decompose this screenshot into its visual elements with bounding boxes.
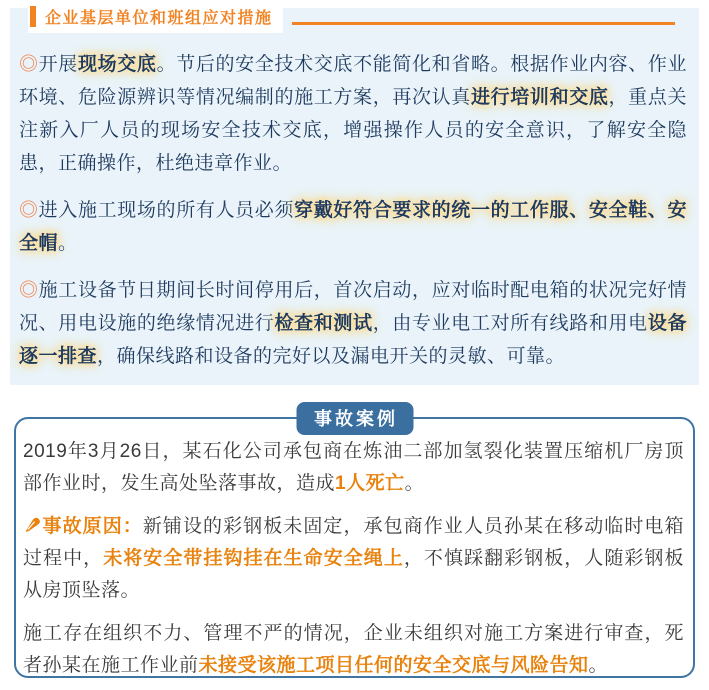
text-segment: 穿戴好符合要求的统一的工作服、安全鞋、安全帽 bbox=[19, 200, 687, 254]
measure-paragraph bbox=[19, 194, 687, 260]
case-reason-label: 事故原因： bbox=[42, 516, 143, 537]
case-paragraph bbox=[23, 436, 684, 500]
text-segment: 。 bbox=[588, 655, 609, 676]
case-paragraph bbox=[23, 618, 684, 682]
text-segment: 。节后的安全技术交底不能简化和省略。根据作业内容、作业环境、危险源辨识等情况编制的施工方案，再次认真 bbox=[19, 54, 687, 108]
pen-icon bbox=[23, 516, 41, 534]
text-segment: ，确保线路和设备的完好以及漏电开关的灵敏、可靠。 bbox=[97, 346, 566, 367]
measures-section bbox=[10, 8, 699, 385]
measure-paragraph bbox=[19, 48, 687, 180]
text-segment: 未接受该施工项目任何的安全交底与风险告知 bbox=[198, 655, 589, 676]
text-segment: 施工设备节日期间长时间停用后，首次启动，应对临时配电箱的状况完好情况、用电设施的绝缘情况进行 bbox=[19, 280, 687, 334]
bullet-icon: ◎ bbox=[19, 54, 39, 75]
text-segment: 进入施工现场的所有人员必须 bbox=[38, 200, 295, 221]
measure-text bbox=[19, 200, 687, 254]
measure-text bbox=[19, 280, 687, 367]
section-title: 企业基层单位和班组应对措施 bbox=[45, 10, 273, 27]
case-text bbox=[23, 623, 684, 676]
text-segment: 。 bbox=[404, 473, 425, 494]
text-segment: ，重点关注新入厂人员的现场安全技术交底，增强操作人员的安全意识，了解安全隐患，正确操作，杜绝违章作业。 bbox=[19, 87, 687, 174]
title-accent-bar bbox=[30, 6, 36, 27]
text-segment: 1人死亡 bbox=[335, 473, 405, 494]
text-segment: 检查和测试 bbox=[274, 313, 373, 334]
text-segment: 。 bbox=[58, 233, 78, 254]
text-segment: ，由专业电工对所有线路和用电 bbox=[372, 313, 648, 334]
bullet-icon: ◎ bbox=[19, 280, 39, 301]
text-segment: 开展 bbox=[38, 54, 78, 75]
section-header bbox=[0, 0, 709, 36]
case-text bbox=[23, 441, 684, 494]
text-segment: 2019年3月26日，某石化公司承包商在炼油二部加氢裂化装置压缩机厂房顶部作业时，发生高处坠落事故，造成 bbox=[23, 441, 684, 494]
text-segment: 施工存在组织不力、管理不严的情况，企业未组织对施工方案进行审查，死者孙某在施工作业前 bbox=[23, 623, 684, 676]
text-segment: 新铺设的彩钢板未固定，承包商作业人员孙某在移动临时电箱过程中， bbox=[23, 516, 684, 569]
title-rule-line bbox=[292, 22, 675, 25]
case-section bbox=[14, 417, 695, 678]
text-segment: 现场交底 bbox=[77, 54, 157, 75]
text-segment: 设备逐一排查 bbox=[19, 313, 687, 367]
text-segment: 进行培训和交底 bbox=[470, 87, 609, 108]
case-badge: 事故案例 bbox=[296, 402, 413, 435]
section-title-box bbox=[28, 0, 283, 33]
measure-paragraph bbox=[19, 274, 687, 373]
text-segment: 未将安全带挂钩挂在生命安全绳上 bbox=[103, 548, 404, 569]
measure-text bbox=[19, 54, 687, 174]
text-segment: ，不慎踩翻彩钢板，人随彩钢板从房顶坠落。 bbox=[23, 548, 684, 601]
bullet-icon: ◎ bbox=[19, 200, 39, 221]
case-reason-paragraph bbox=[23, 511, 684, 607]
